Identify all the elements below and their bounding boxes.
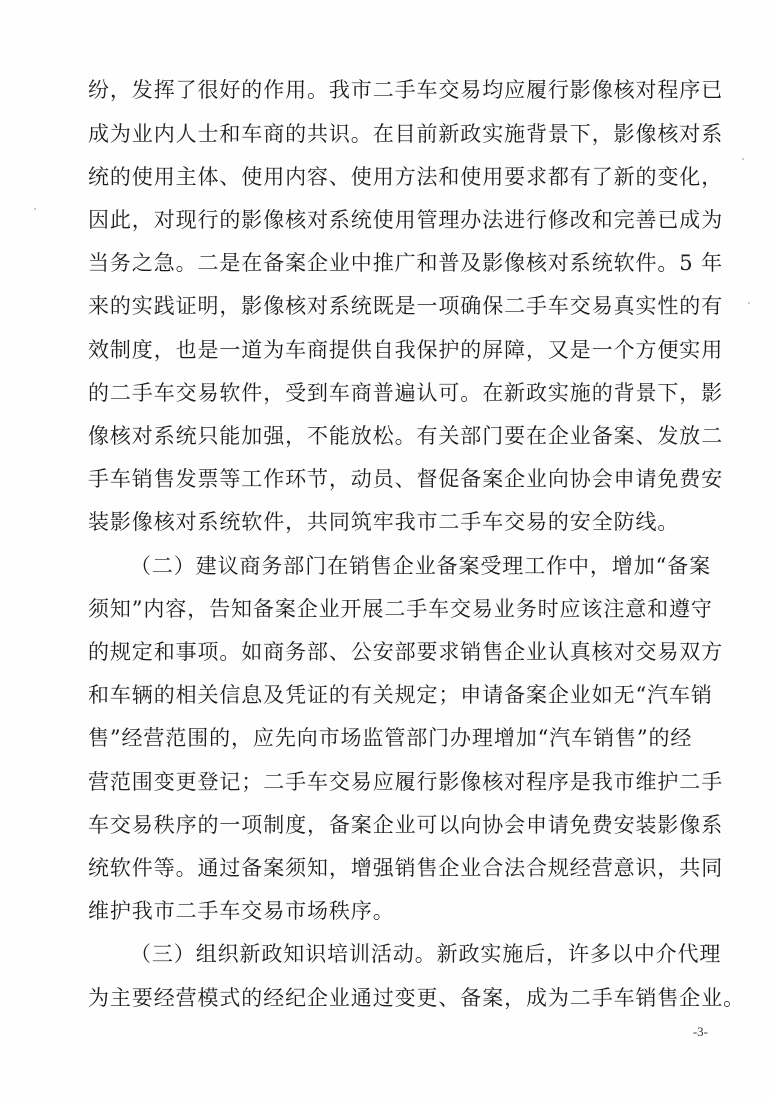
text-line: 像核对系统只能加强，不能放松。有关部门要在企业备案、发放二	[88, 424, 724, 448]
text-line: 和车辆的相关信息及凭证的有关规定；申请备案企业如无“汽车销	[88, 683, 713, 707]
page-number: -3-	[692, 1024, 708, 1039]
text-line: 来的实践证明，影像核对系统既是一项确保二手车交易真实性的有	[88, 294, 724, 318]
text-line: 装影像核对系统软件，共同筑牢我市二手车交易的安全防线。	[88, 510, 680, 534]
paragraph-start-line: （二）建议商务部门在销售企业备案受理工作中，增加“备案	[130, 554, 712, 578]
text-line: 统的使用主体、使用内容、使用方法和使用要求都有了新的变化，	[88, 165, 724, 189]
text-line: 纷，发挥了很好的作用。我市二手车交易均应履行影像核对程序已	[88, 78, 724, 102]
scan-speck	[34, 208, 36, 210]
scan-speck	[748, 302, 750, 304]
text-line: 的二手车交易软件，受到车商普遍认可。在新政实施的背景下，影	[88, 381, 724, 405]
text-line: 维护我市二手车交易市场秩序。	[88, 899, 395, 923]
scan-speck	[742, 158, 744, 160]
text-line: 售”经营范围的，应先向市场监管部门办理增加“汽车销售”的经	[88, 726, 693, 750]
text-line: 当务之急。二是在备案企业中推广和普及影像核对系统软件。5 年	[88, 251, 724, 275]
text-line: 须知”内容，告知备案企业开展二手车交易业务时应该注意和遵守	[88, 597, 713, 621]
text-line: 手车销售发票等工作环节，动员、督促备案企业向协会申请免费安	[88, 467, 724, 491]
text-line: 为主要经营模式的经纪企业通过变更、备案，成为二手车销售企业。	[88, 986, 745, 1010]
paragraph-start-line: （三）组织新政知识培训活动。新政实施后，许多以中介代理	[130, 942, 722, 966]
text-line: 统软件等。通过备案须知，增强销售企业合法合规经营意识，共同	[88, 856, 724, 880]
text-line: 营范围变更登记；二手车交易应履行影像核对程序是我市维护二手	[88, 770, 724, 794]
text-line: 效制度，也是一道为车商提供自我保护的屏障，又是一个方便实用	[88, 338, 724, 362]
text-line: 的规定和事项。如商务部、公安部要求销售企业认真核对交易双方	[88, 640, 724, 664]
text-line: 因此，对现行的影像核对系统使用管理办法进行修改和完善已成为	[88, 208, 724, 232]
text-line: 车交易秩序的一项制度，备案企业可以向协会申请免费安装影像系	[88, 813, 724, 837]
text-line: 成为业内人士和车商的共识。在目前新政实施背景下，影像核对系	[88, 122, 724, 146]
